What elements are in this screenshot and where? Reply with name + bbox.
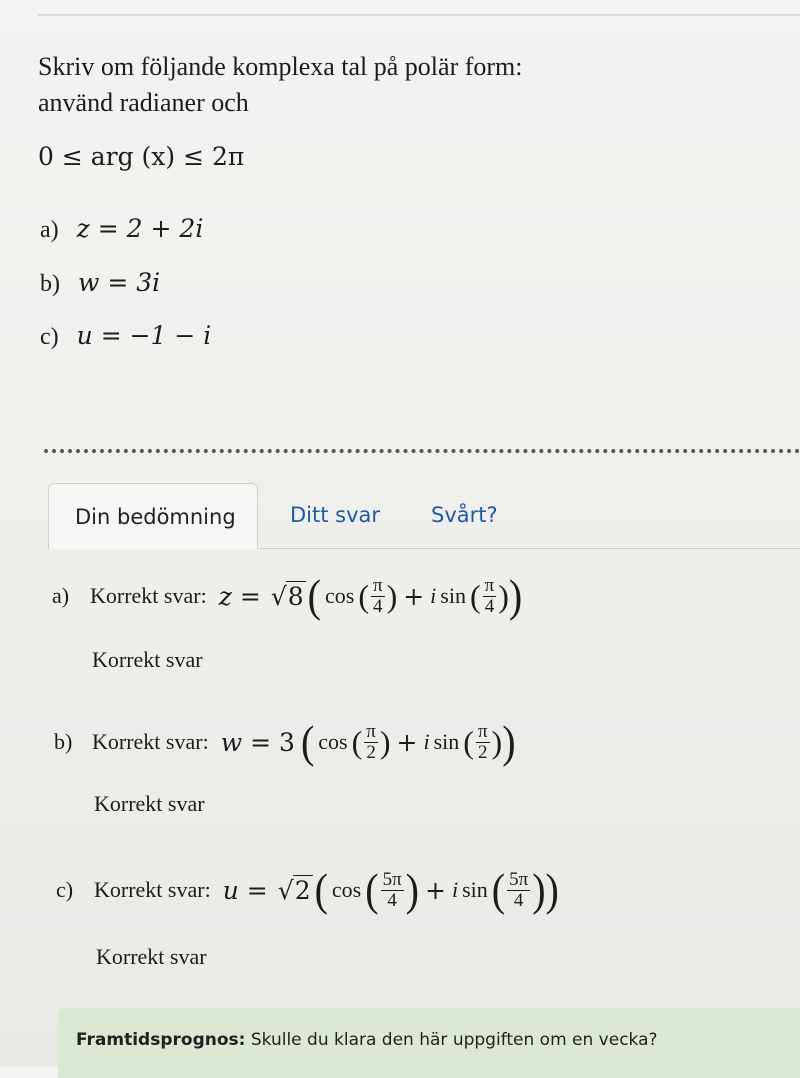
- section-divider: [44, 449, 800, 453]
- answer-prefix: Korrekt svar:: [92, 729, 209, 754]
- answer-label: b): [54, 729, 73, 754]
- fraction: $\frac{\pi}{2}$: [366, 720, 376, 763]
- question-line-2: använd radianer och: [38, 88, 249, 117]
- item-label: b): [40, 271, 60, 297]
- answer-variable: z: [218, 581, 232, 611]
- fraction: $\frac{\pi}{2}$: [477, 720, 488, 763]
- item-expression: u = −1 − i: [76, 321, 212, 350]
- answer-prefix: Korrekt svar:: [94, 877, 211, 902]
- top-divider: [38, 14, 800, 16]
- answer-b: b) Korrekt svar: w = 3 ( cos ( $\frac{\pi}{2}$ ) + i sin ( $\frac{\pi}{2}$ ) ): [54, 715, 516, 768]
- tab-ditt-svar[interactable]: Ditt svar: [290, 503, 381, 527]
- fraction: $\frac{5\pi}{4}$: [382, 868, 402, 911]
- answer-variable: w: [220, 727, 243, 757]
- item-expression: z = 2 + 2i: [76, 214, 204, 243]
- forecast-question: Skulle du klara den här uppgiften om en vecka?: [250, 1030, 658, 1050]
- answer-variable: u: [222, 875, 239, 905]
- forecast-text: [76, 1030, 658, 1050]
- item-label: a): [40, 217, 59, 243]
- answer-label: a): [52, 583, 70, 608]
- item-expression: w = 3i: [78, 268, 161, 297]
- question-line-1: Skriv om följande komplexa tal på polär form:: [38, 52, 523, 81]
- answer-c-status: Korrekt svar: [96, 944, 207, 969]
- tab-panel-border: [260, 548, 800, 549]
- forecast-title: Framtidsprognos:: [76, 1030, 246, 1050]
- sqrt-symbol: √ 2: [277, 876, 311, 905]
- tab-svart[interactable]: Svårt?: [431, 503, 498, 527]
- fraction: $\frac{\pi}{4}$: [484, 574, 495, 617]
- tab-din-bedomning[interactable]: Din bedömning: [48, 483, 258, 549]
- fraction: $\frac{5\pi}{4}$: [509, 868, 529, 911]
- answer-a: a) Korrekt svar: z = √ 8 ( cos ( $\frac{\pi}{4}$ ) + i sin ( $\frac{\pi}{4}$ ) ): [52, 569, 523, 622]
- answer-prefix: Korrekt svar:: [90, 583, 207, 608]
- answer-coefficient: 3: [279, 727, 295, 757]
- answer-c: c) Korrekt svar: u = √ 2 ( cos ( $\frac{5\pi}{4}$ ) + i sin ( $\frac{5\pi}{4}$ ) ): [56, 863, 559, 916]
- item-label: c): [40, 324, 59, 350]
- answer-a-status: Korrekt svar: [92, 647, 203, 672]
- question-condition: 0 ≤ arg (x) ≤ 2π: [38, 142, 245, 171]
- answer-b-status: Korrekt svar: [94, 791, 205, 816]
- question-item-b: [40, 268, 160, 298]
- question-item-c: [40, 321, 211, 351]
- question-item-a: [40, 214, 203, 244]
- answer-label: c): [56, 877, 74, 902]
- sqrt-symbol: √ 8: [270, 582, 304, 611]
- fraction: $\frac{\pi}{4}$: [372, 574, 383, 617]
